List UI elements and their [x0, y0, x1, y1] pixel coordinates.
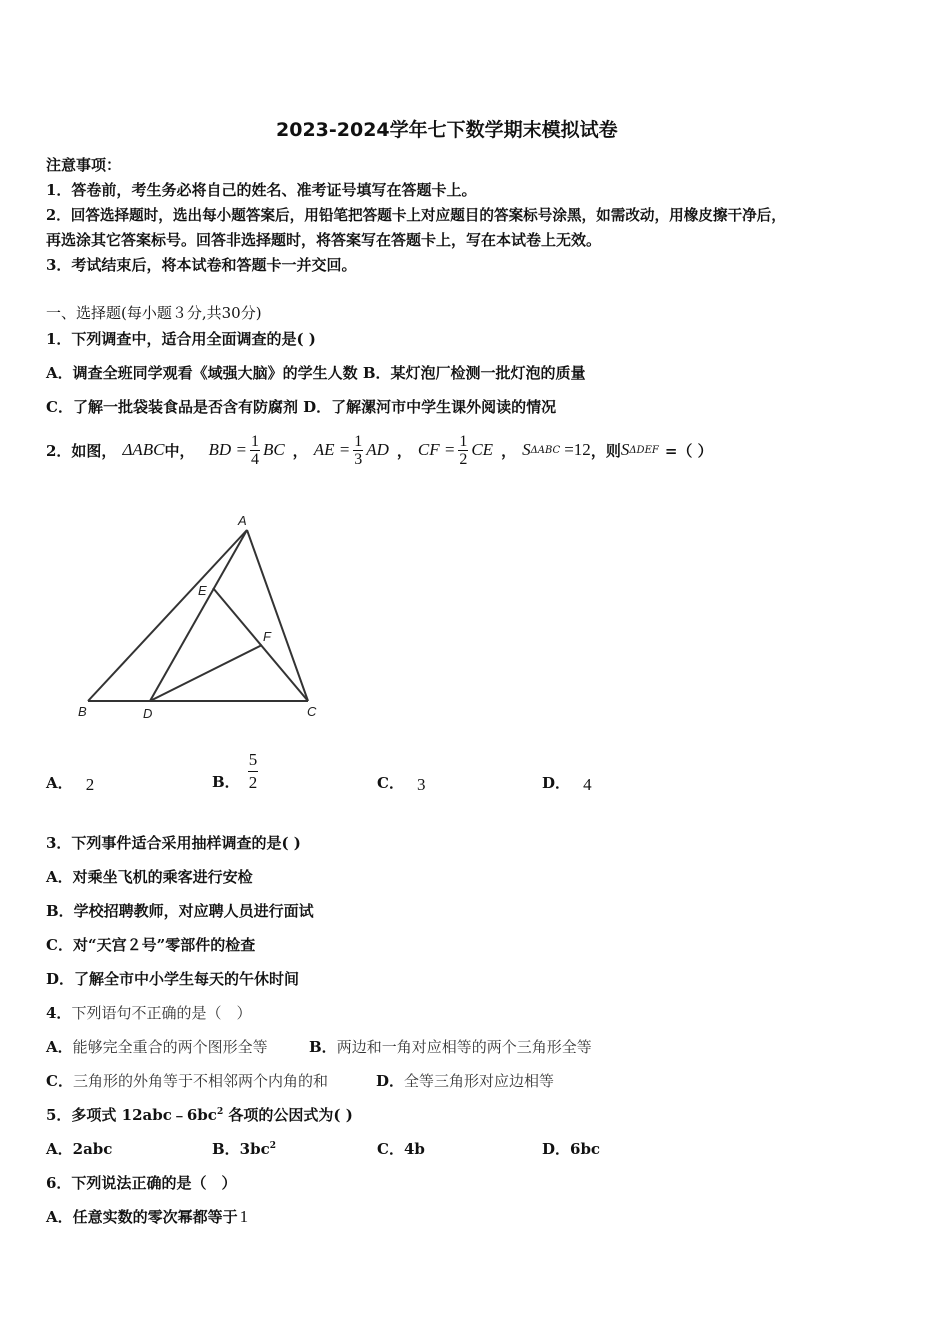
q2-s-abc-value: =12: [564, 440, 591, 459]
q5-option-d: D．6bc: [542, 1140, 601, 1158]
q2-fraction-3-num: 1: [459, 432, 468, 450]
q1-stem: 1．下列调查中，适合用全面调查的是( ): [46, 330, 316, 348]
option-label: A．: [46, 774, 73, 792]
q5-stem-post: 各项的公因式为( ): [223, 1106, 353, 1124]
option-value: 4: [583, 775, 592, 794]
q3-option-b: B．学校招聘教师，对应聘人员进行面试: [46, 902, 314, 920]
segment-ec: [213, 588, 308, 701]
q2-s-def-letter: S: [620, 440, 630, 459]
q2-ze: ，则: [590, 441, 621, 460]
option-value: 1: [239, 1207, 249, 1226]
option-label: D．: [376, 1072, 405, 1090]
q2-option-d: [542, 772, 592, 793]
q2-ae-lhs: AE =: [313, 440, 351, 459]
segment-ac: [247, 530, 308, 701]
q1-options-ab: A．调查全班同学观看《域强大脑》的学生人数 B．某灯泡厂检测一批灯泡的质量: [46, 364, 586, 382]
q4-option-d: [376, 1070, 554, 1091]
vertex-label-f: F: [263, 629, 271, 644]
q2-fraction-2-den: 3: [354, 450, 363, 468]
notice-item: 3．考试结束后，将本试卷和答题卡一并交回。: [46, 256, 357, 274]
q3-stem: 3．下列事件适合采用抽样调查的是( ): [46, 834, 301, 852]
q2-fraction-2-num: 1: [354, 432, 363, 450]
q2-ae-rhs: AD: [366, 440, 389, 459]
q2-fraction-1: [250, 433, 260, 468]
option-text: B．3bc: [212, 1140, 270, 1158]
q4-stem: [46, 1002, 251, 1023]
option-label: C．: [377, 774, 404, 792]
q2-fraction-2: [353, 433, 363, 468]
q2-ending: =（ ）: [664, 441, 713, 460]
q4-number: 4．: [46, 1004, 72, 1022]
vertex-label-d: D: [143, 706, 153, 721]
q2-s-abc-letter: S: [522, 440, 531, 459]
option-label: B．: [212, 772, 240, 791]
q2-triangle-figure: [70, 508, 330, 728]
q3-option-a: A．对乘坐飞机的乘客进行安检: [46, 868, 253, 886]
vertex-label-a: A: [238, 513, 247, 528]
q2-comma: ，: [292, 441, 308, 460]
q2-bd-rhs: BC: [262, 440, 285, 459]
q4-option-b: [309, 1036, 592, 1057]
notice-item: 1．答卷前，考生务必将自己的姓名、准考证号填写在答题卡上。: [46, 181, 477, 199]
notice-item: 再选涂其它答案标号。回答非选择题时，将答案写在答题卡上，写在本试卷上无效。: [46, 231, 602, 249]
option-text: 两边和一角对应相等的两个三角形全等: [336, 1038, 592, 1056]
q4-option-c: [46, 1070, 328, 1091]
q2-zhong: 中，: [164, 441, 195, 460]
option-label: B．: [309, 1038, 337, 1056]
vertex-label-b: B: [78, 704, 87, 719]
option-fraction-den: 2: [248, 772, 258, 792]
option-label: D．: [542, 774, 571, 792]
option-label: A．: [46, 1038, 73, 1056]
q2-cf-rhs: CE: [471, 440, 494, 459]
q2-fraction-1-num: 1: [250, 432, 259, 450]
vertex-label-c: C: [307, 704, 317, 719]
segment-ad: [150, 530, 247, 701]
q2-bd-lhs: BD =: [208, 440, 247, 459]
q5-stem: [46, 1104, 353, 1125]
q2-option-a: [46, 772, 94, 793]
q2-lead: 2．如图，: [46, 441, 117, 460]
option-value: 2: [85, 775, 95, 794]
segment-ab: [88, 530, 247, 701]
option-value-fraction: [248, 749, 259, 794]
q6-option-a: [46, 1206, 248, 1227]
q2-fraction-3-den: 2: [459, 450, 468, 468]
q5-stem-pre: 5．多项式 12abc﹣6bc: [46, 1106, 217, 1124]
q4-stem-text: 下列语句不正确的是（ ）: [71, 1004, 252, 1022]
q3-option-c: C．对“天宫２号”零部件的检查: [46, 936, 256, 954]
q5-option-b: [212, 1138, 276, 1159]
q5-option-a: A．2abc: [46, 1140, 113, 1158]
section-heading: 一、选择题(每小题３分,共30分): [46, 304, 262, 322]
q2-comma: ，: [501, 441, 517, 460]
option-text: 三角形的外角等于不相邻两个内角的和: [72, 1072, 328, 1090]
option-text: 能够完全重合的两个图形全等: [72, 1038, 268, 1056]
q2-option-b: [212, 746, 258, 796]
option-value: 3: [417, 775, 426, 794]
page-title: 2023-2024学年七下数学期末模拟试卷: [276, 119, 618, 141]
q4-option-a: [46, 1036, 268, 1057]
vertex-label-e: E: [198, 583, 207, 598]
q2-fraction-1-den: 4: [250, 450, 259, 468]
q2-fraction-3: [458, 433, 468, 468]
q5-option-c: C．4b: [377, 1140, 425, 1158]
q6-stem: 6．下列说法正确的是（ ）: [46, 1174, 237, 1192]
q1-options-cd: C．了解一批袋装食品是否含有防腐剂 D．了解漯河市中学生课外阅读的情况: [46, 398, 557, 416]
option-text: A．任意实数的零次幂都等于: [46, 1208, 238, 1226]
notice-heading: 注意事项：: [46, 156, 122, 174]
q2-triangle: ΔABC: [122, 440, 165, 459]
q3-option-d: D．了解全市中小学生每天的午休时间: [46, 970, 300, 988]
triangle-lines: [88, 530, 308, 701]
option-text: 全等三角形对应边相等: [404, 1072, 555, 1090]
q2-option-c: [377, 772, 426, 793]
option-sup: 2: [269, 1141, 277, 1151]
q5-stem-sup: 2: [216, 1107, 224, 1117]
q2-s-abc-sub: ΔABC: [530, 444, 561, 456]
notice-item: 2．回答选择题时，选出每小题答案后，用铅笔把答题卡上对应题目的答案标号涂黑，如需改动，用橡皮擦干净后，: [46, 207, 786, 224]
q2-s-def-sub: ΔDEF: [629, 444, 659, 456]
option-fraction-num: 5: [248, 749, 259, 772]
q2-stem: [46, 428, 713, 472]
q2-cf-lhs: CF =: [417, 440, 456, 459]
option-label: C．: [46, 1072, 73, 1090]
q2-comma: ，: [396, 441, 412, 460]
